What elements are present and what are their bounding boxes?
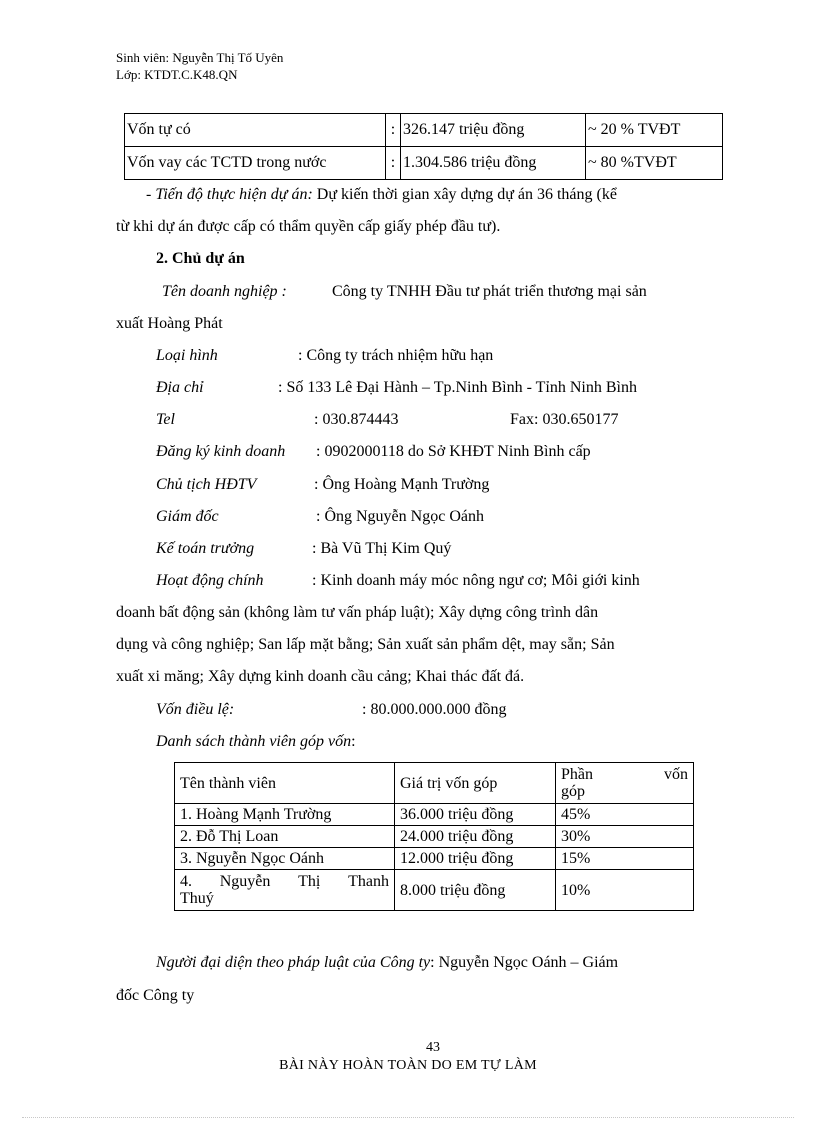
member-value: 36.000 triệu đồng [395, 804, 556, 826]
activities-line-4: xuất xi măng; Xây dựng kinh doanh cầu cảng; Khai thác đất đá. [116, 668, 525, 685]
charter-capital-value: : 80.000.000.000 đồng [362, 701, 507, 718]
section-title: 2. Chủ dự án [156, 250, 245, 267]
header-share [556, 763, 694, 804]
company-name-value: Công ty TNHH Đầu tư phát triển thương mại sản [332, 283, 647, 300]
accountant-value: : Bà Vũ Thị Kim Quý [312, 540, 452, 557]
activities-line-3: dụng và công nghiệp; San lấp mặt bằng; Sản xuất sản phẩm dệt, may sẵn; Sản [116, 636, 615, 653]
member-value: 24.000 triệu đồng [395, 826, 556, 848]
member-share: 15% [556, 848, 694, 870]
director-label: Giám đốc [156, 508, 219, 525]
member-value: 12.000 triệu đồng [395, 848, 556, 870]
chair-label: Chủ tịch HĐTV [156, 476, 257, 493]
class-code: Lớp: KTDT.C.K48.QN [116, 67, 238, 82]
table-row [175, 848, 694, 870]
progress-text: Dự kiến thời gian xây dựng dự án 36 tháng (kể [312, 186, 617, 203]
director-value: : Ông Nguyễn Ngọc Oánh [316, 508, 484, 525]
progress-line-1 [146, 186, 617, 204]
legal-rep-value: : Nguyễn Ngọc Oánh – Giám [430, 954, 619, 971]
header-contribution: Giá trị vốn góp [395, 763, 556, 804]
member-name-line-2: Thuý [180, 890, 214, 907]
capital-label: Vốn tự có [125, 114, 386, 147]
company-name-value-cont: xuất Hoàng Phát [116, 315, 223, 332]
members-colon: : [351, 733, 356, 750]
header-share-word-2: vốn [664, 766, 688, 783]
header-share-line-1 [561, 766, 688, 783]
capital-label: Vốn vay các TCTD trong nước [125, 147, 386, 180]
capital-sep: : [386, 147, 401, 180]
capital-table [124, 113, 723, 180]
table-row [125, 147, 723, 180]
member-name-part: Thanh [348, 873, 389, 890]
activities-line-2: doanh bất động sản (không làm tư vấn pháp luật); Xây dựng công trình dân [116, 604, 599, 621]
member-name-line-1 [180, 873, 389, 890]
members-label: Danh sách thành viên góp vốn [156, 733, 352, 750]
company-name-label: Tên doanh nghiệp : [162, 283, 287, 300]
charter-capital-label: Vốn điều lệ: [156, 701, 235, 718]
member-name-part: 4. [180, 873, 192, 890]
capital-amount: 1.304.586 triệu đồng [401, 147, 586, 180]
capital-sep: : [386, 114, 401, 147]
header-share-word-1: Phần [561, 766, 593, 783]
registration-value: : 0902000118 do Sở KHĐT Ninh Bình cấp [316, 443, 591, 460]
registration-label: Đăng ký kinh doanh [156, 443, 286, 460]
legal-rep-line-1 [156, 954, 618, 972]
address-value: : Số 133 Lê Đại Hành – Tp.Ninh Bình - Tỉnh Ninh Bình [278, 379, 637, 396]
footer-note: BÀI NÀY HOÀN TOÀN DO EM TỰ LÀM [279, 1058, 537, 1073]
header-member-name: Tên thành viên [175, 763, 395, 804]
member-share: 30% [556, 826, 694, 848]
member-name [175, 870, 395, 911]
student-name: Sinh viên: Nguyễn Thị Tố Uyên [116, 50, 284, 65]
activities-line-1: : Kinh doanh máy móc nông ngư cơ; Môi giới kinh [312, 572, 640, 589]
table-row [125, 114, 723, 147]
accountant-label: Kế toán trưởng [156, 540, 255, 557]
fax-value: Fax: 030.650177 [510, 411, 619, 428]
member-name-part: Nguyễn [219, 873, 271, 890]
members-label-line [156, 733, 356, 751]
members-table [174, 762, 694, 911]
address-label: Địa chỉ [156, 379, 204, 396]
legal-rep-line-2: đốc Công ty [116, 987, 195, 1004]
member-name: 3. Nguyễn Ngọc Oánh [175, 848, 395, 870]
capital-amount: 326.147 triệu đồng [401, 114, 586, 147]
activities-label: Hoạt động chính [156, 572, 264, 589]
table-header-row [175, 763, 694, 804]
member-value: 8.000 triệu đồng [395, 870, 556, 911]
member-name-part: Thị [298, 873, 321, 890]
capital-share: ~ 80 %TVĐT [586, 147, 723, 180]
table-row [175, 826, 694, 848]
member-share: 10% [556, 870, 694, 911]
page-bottom-divider [22, 1117, 794, 1118]
tel-value: : 030.874443 [314, 411, 399, 428]
page-number: 43 [426, 1040, 440, 1055]
legal-rep-label: Người đại diện theo pháp luật của Công ty [156, 954, 431, 971]
table-row [175, 804, 694, 826]
header-share-word-3: góp [561, 783, 585, 800]
table-row [175, 870, 694, 911]
progress-label: - Tiến độ thực hiện dự án: [146, 186, 313, 203]
member-share: 45% [556, 804, 694, 826]
capital-share: ~ 20 % TVĐT [586, 114, 723, 147]
type-value: : Công ty trách nhiệm hữu hạn [298, 347, 494, 364]
member-name: 2. Đỗ Thị Loan [175, 826, 395, 848]
chair-value: : Ông Hoàng Mạnh Trường [314, 476, 490, 493]
member-name: 1. Hoàng Mạnh Trường [175, 804, 395, 826]
progress-line-2: từ khi dự án được cấp có thẩm quyền cấp giấy phép đầu tư). [116, 218, 501, 235]
type-label: Loại hình [156, 347, 218, 364]
tel-label: Tel [156, 411, 175, 428]
